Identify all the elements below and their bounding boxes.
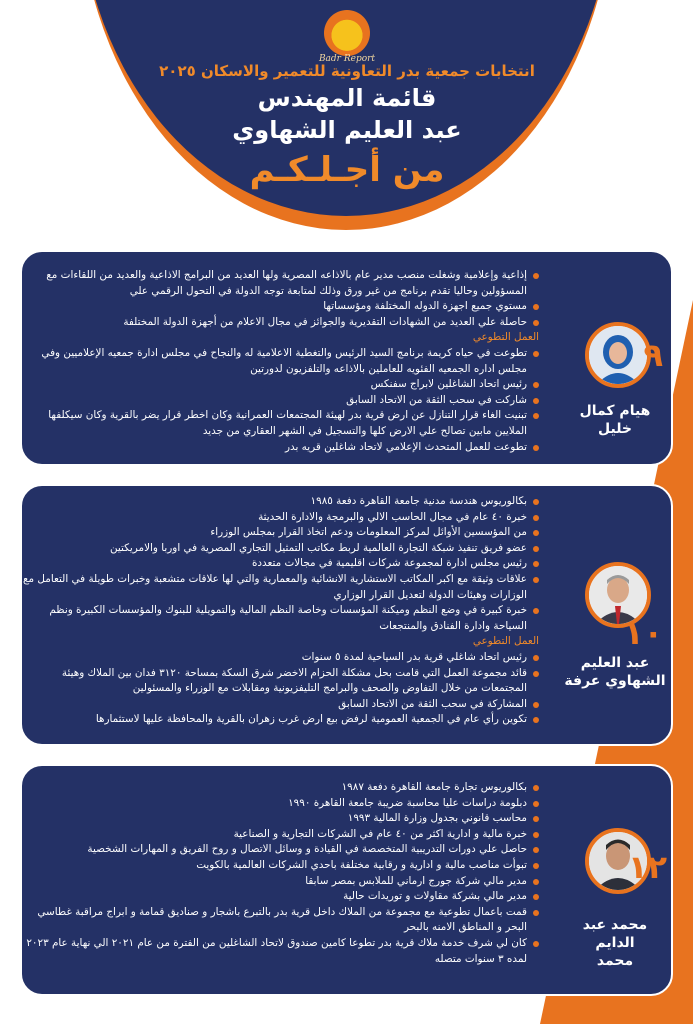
candidate-bio-list [19,780,553,967]
logo-caption: Badr Report [318,54,376,64]
candidate-name-line2: الشهاوي عرفة [564,673,666,689]
bio-item: مدير مالي شركة جورج ارماني للملابس بمصر سابقا [19,874,539,890]
candidate-photo [585,322,651,388]
bio-item: رئيس مجلس ادارة لمجموعة شركات اقليمية في مجالات متعددة [19,556,539,572]
bio-item: رئيس اتحاد الشاغلين لابراج سفنكس [19,377,539,393]
bio-item: قمت باعمال تطوعية مع مجموعة من الملاك داخل قرية بدر بالتبرع باشجار و صناديق قمامة و ابراج مراقبة غطاسي البحر و المناطق الامنه بالبحر [19,905,539,936]
bio-item: تطوعت في حياه كريمة برنامج السيد الرئيس والتغطية الاعلامية له والنجاح في مجلس ادارة جمعيه الإعلاميين وفي مجلس اداره الجمعيه الفئويه للعاملين بالاذاعه والتلفزيون لدورتين [19,346,539,377]
candidate-bio-list [19,268,553,455]
candidate-number: ٩ [643,336,663,374]
candidate-name-line1: هيام كمال [579,403,651,419]
bio-item: دبلومة دراسات عليا محاسبة ضريبة جامعة القاهرة ١٩٩٠ [19,796,539,812]
bio-item: مستوي جميع اجهزة الدوله المختلفة ومؤسساتها [19,299,539,315]
bio-item: تطوعت للعمل المتحدث الإعلامي لاتحاد شاغلين قريه بدر [19,440,539,456]
bio-item: مدير مالي بشركة مقاولات و توريدات حالية [19,889,539,905]
candidate-card-9 [20,250,673,466]
bio-item: محاسب قانوني بجدول وزارة المالية ١٩٩٣ [19,811,539,827]
bio-item: قائد مجموعة العمل التي قامت بحل مشكلة الحزام الاخضر شرق السكة بمساحة ٣١٢٠ فدان بين الملاك وهيئة المجتمعات من خلال التفاوض والصحف والبرامج التليفزيونية ومقابلات مع الوزراء والمسئولين [19,666,539,697]
list-title-line1: قائمة المهندس [257,84,437,112]
woman-portrait-icon [589,326,647,384]
bio-item: تبوأت مناصب مالية و ادارية و رقابية مختلفة باحدي الشركات العالمية بالكويت [19,858,539,874]
bio-item: خبرة ٤٠ عام في مجال الحاسب الالي والبرمجة والادارة الحديثة [19,510,539,526]
bio-item: حاصلة علي العديد من الشهادات التقديرية والجوائز في مجال الاعلام من أجهزة الدولة المختلفة [19,315,539,331]
bio-item: بكالوريوس هندسة مدنية جامعة القاهرة دفعة ١٩٨٥ [19,494,539,510]
section-heading: العمل التطوعي [472,635,539,648]
candidate-name-line2: خليل [597,421,632,437]
badr-report-logo [324,10,370,56]
section-heading: العمل التطوعي [472,331,539,344]
bio-item: المشاركة في سحب الثقة من الاتحاد السابق [19,697,539,713]
bio-item: خبرة مالية و ادارية اكثر من ٤٠ عام في الشركات التجارية و الصناعية [19,827,539,843]
bio-item: كان لي شرف خدمة ملاك قرية بدر تطوعا كامين صندوق لاتحاد الشاغلين من الفترة من عام ٢٠٢١ الي نهاية عام ٢٠٢٣ لمده ٣ سنوات متصله [19,936,539,967]
bio-item: شاركت في سحب الثقة من الاتحاد السابق [19,393,539,409]
candidate-name [563,654,667,690]
bio-item: من المؤسسين الأوائل لمركز المعلومات ودعم اتخاذ القرار بمجلس الوزراء [19,525,539,541]
list-title-line2: عبد العليم الشهاوي [232,116,462,144]
candidate-card-10 [20,484,673,746]
candidate-name [563,402,667,438]
bio-item: إذاعية وإعلامية وشغلت منصب مدير عام بالاذاعه المصرية ولها العديد من البرامج الاذاعية والعديد من اللقاءات مع المسؤولين وحاليا تقدم برنامج من غير ورق وذلك لمتابعة توجه الدولة في التحول الرقمي علي [19,268,539,299]
candidate-name [563,916,667,970]
bio-item: بكالوريوس تجارة جامعة القاهرة دفعة ١٩٨٧ [19,780,539,796]
bio-item: حاصل علي دورات التدريبية المتخصصة في القيادة و وسائل الاتصال و روح الفريق و المهارات الشخصية [19,842,539,858]
bio-item: تكوين رأي عام في الجمعية العمومية لرفض بيع ارض غرب زهران بالقرية والمحافظة عليها لاستثمارها [19,712,539,728]
bio-item: علاقات وثيقة مع اكبر المكاتب الاستشارية الانشائية والمعمارية والتي لها علاقات متشعبة وخبرات طويلة في التعامل مع الوزارات وهيئات الدولة لتعديل القرار الوزاري [19,572,539,603]
candidate-bio-list [19,494,553,728]
candidate-card-12 [20,764,673,996]
candidate-number: ١٠ [623,614,663,652]
bio-item: رئيس اتحاد شاغلي قرية بدر السياحية لمدة ٥ سنوات [19,650,539,666]
candidate-number: ١٢ [627,848,667,886]
candidate-name-line2: محمد [596,953,634,969]
bio-item: تبنيت الغاء قرار التنازل عن ارض قرية بدر لهيئة المجتمعات العمرانية وكان اخطر قرار يضر بالقرية وكان سيكلفها الملايين مابين تصالح علي الارض كلها والتسجيل في الشهر العقاري من جديد [19,408,539,439]
candidate-name-line1: محمد عبد الدايم [582,917,648,951]
bio-item: خبرة كبيرة في وضع النظم وميكنة المؤسسات وخاصة النظم المالية والتمويلية للبنوك والمؤسسات الكبيرة ونظم السياحة وادارة الفنادق والمنتجعات [19,603,539,634]
election-subtitle: انتخابات جمعية بدر التعاونية للتعمير والاسكان ٢٠٢٥ [159,62,535,80]
candidate-name-line1: عبد العليم [580,655,650,671]
slogan: من أجـلـكـم [249,150,445,190]
bio-item: عضو فريق تنفيذ شبكة التجارة العالمية لربط مكاتب التمثيل التجاري المصرية في اوربا والامريكتين [19,541,539,557]
